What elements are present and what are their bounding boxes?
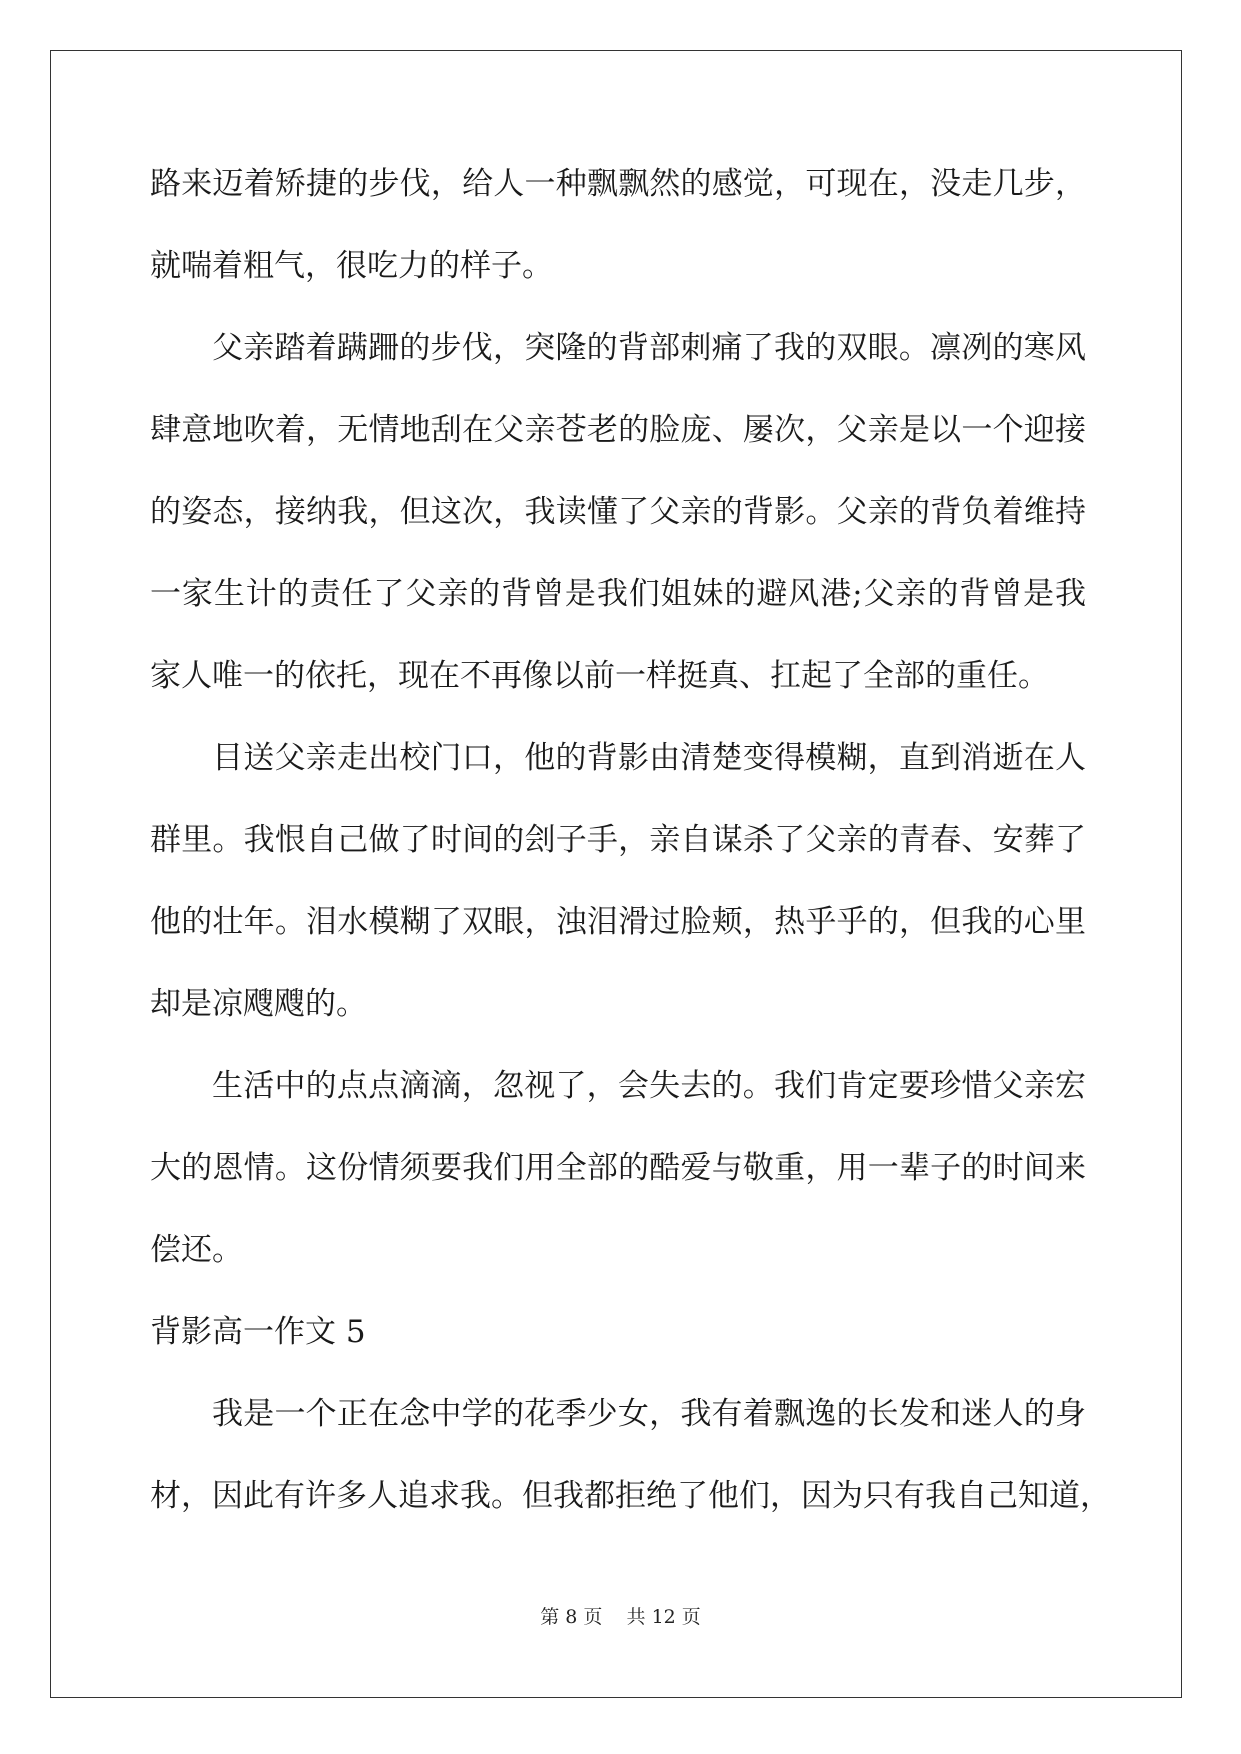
page-number: 第 8 页	[540, 1606, 603, 1628]
text-line: 就喘着粗气，很吃力的样子。	[150, 248, 553, 284]
text-line: 的姿态，接纳我，但这次，我读懂了父亲的背影。父亲的背负着维持	[150, 494, 1086, 530]
page-footer	[0, 1602, 1241, 1629]
document-body	[150, 162, 1111, 1556]
paragraph-start-line: 生活中的点点滴滴，忽视了，会失去的。我们肯定要珍惜父亲宏	[212, 1068, 1086, 1104]
paragraph-start-line: 父亲踏着蹒跚的步伐，突隆的背部刺痛了我的双眼。凛冽的寒风	[212, 330, 1086, 366]
page-total: 共 12 页	[626, 1606, 701, 1628]
paragraph-start-line: 我是一个正在念中学的花季少女，我有着飘逸的长发和迷人的身	[212, 1396, 1086, 1432]
text-line: 却是凉飕飕的。	[150, 986, 367, 1022]
section-heading: 背影高一作文 5	[150, 1314, 366, 1350]
text-line: 偿还。	[150, 1232, 243, 1268]
text-line: 肆意地吹着，无情地刮在父亲苍老的脸庞、屡次，父亲是以一个迎接	[150, 412, 1086, 448]
text-line: 路来迈着矫捷的步伐，给人一种飘飘然的感觉，可现在，没走几步，	[150, 166, 1086, 202]
paragraph-start-line: 目送父亲走出校门口，他的背影由清楚变得模糊，直到消逝在人	[212, 740, 1086, 776]
text-line: 家人唯一的依托，现在不再像以前一样挺真、扛起了全部的重任。	[150, 658, 1049, 694]
text-line: 材，因此有许多人追求我。但我都拒绝了他们，因为只有我自己知道，	[150, 1478, 1111, 1514]
text-line: 他的壮年。泪水模糊了双眼，浊泪滑过脸颊，热乎乎的，但我的心里	[150, 904, 1086, 940]
text-line: 大的恩情。这份情须要我们用全部的酷爱与敬重，用一辈子的时间来	[150, 1150, 1086, 1186]
text-line: 一家生计的责任了父亲的背曾是我们姐妹的避风港;父亲的背曾是我	[150, 576, 1086, 612]
text-line: 群里。我恨自己做了时间的刽子手，亲自谋杀了父亲的青春、安葬了	[150, 822, 1086, 858]
